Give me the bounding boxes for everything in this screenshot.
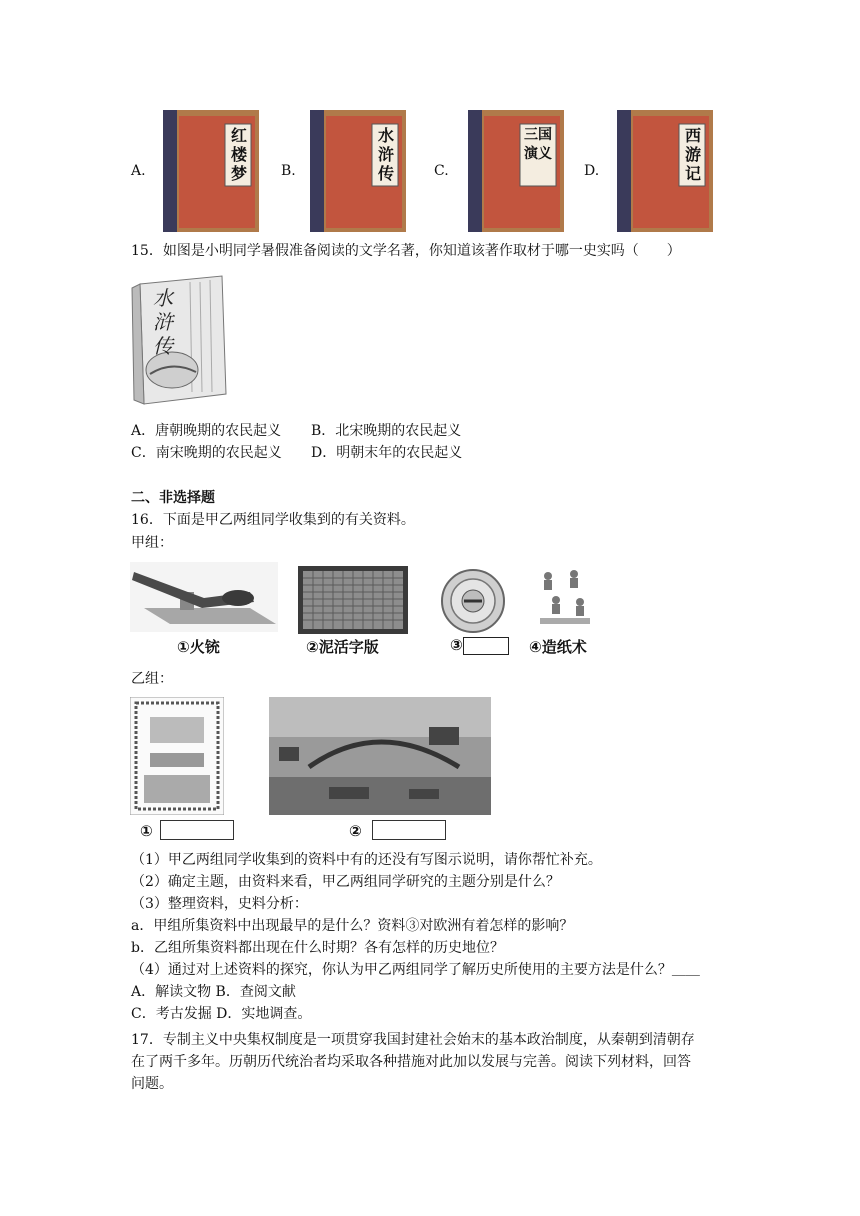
image-qingming-scroll	[269, 697, 491, 815]
book-title-char: 记	[684, 164, 701, 183]
q15-stem: 15．如图是小明同学暑假准备阅读的文学名著，你知道该著作取材于哪一史实吗（ ）	[131, 243, 681, 259]
image-papermaking	[536, 566, 594, 632]
book-cover-hongloumeng	[163, 110, 259, 232]
book-title-char: 楼	[230, 145, 247, 164]
blank-answer-box[interactable]	[463, 637, 509, 655]
q17-line-2: 在了两千多年。历朝历代统治者均采取各种措施对此加以发展与完善。阅读下列材料，回答	[131, 1054, 691, 1070]
book-title-char: 浒	[377, 145, 394, 164]
book-cover-shuihuzhuan	[310, 110, 406, 232]
q16-stem: 16．下面是甲乙两组同学收集到的有关资料。	[131, 512, 415, 528]
book-title-char: 传	[377, 164, 394, 183]
q16-sub-1: （1）甲乙两组同学收集到的资料中有的还没有写图示说明，请你帮忙补充。	[131, 852, 602, 868]
q16-option-cd[interactable]: C．考古发掘 D．实地调查。	[131, 1006, 312, 1022]
q16-sub-4: （4）通过对上述资料的探究，你认为甲乙两组同学了解历史所使用的主要方法是什么？＿＿	[131, 962, 700, 978]
caption-huochong: ①火铳	[177, 638, 220, 656]
q16-sub-2: （2）确定主题，由资料来看，甲乙两组同学研究的主题分别是什么？	[131, 874, 560, 890]
q16-sub-3a: a．甲组所集资料中出现最早的是什么？资料③对欧洲有着怎样的影响？	[131, 918, 574, 934]
q16-option-ab[interactable]: A．解读文物 B．查阅文献	[131, 984, 296, 1000]
q17-line-1: 17．专制主义中央集权制度是一项贯穿我国封建社会始末的基本政治制度，从秦朝到清朝存	[131, 1032, 695, 1048]
q16-sub-3: （3）整理资料，史料分析：	[131, 896, 308, 912]
image-jiaozi	[130, 697, 224, 815]
q15-option-d[interactable]: D．明朝末年的农民起义	[311, 445, 463, 461]
q15-option-b[interactable]: B．北宋晚期的农民起义	[311, 423, 462, 439]
caption-item3	[450, 636, 509, 655]
caption-group-b-1: ①	[140, 822, 153, 840]
book-title-char: 水	[377, 126, 394, 145]
image-nihuozi-ban	[298, 566, 408, 634]
book-title-char: 西	[684, 126, 701, 145]
group-a-label: 甲组：	[131, 535, 173, 551]
blank-answer-box[interactable]	[372, 820, 446, 840]
q16-sub-3b: b．乙组所集资料都出现在什么时期？各有怎样的历史地位？	[131, 940, 504, 956]
blank-answer-box[interactable]	[160, 820, 234, 840]
option-letter-a[interactable]: A.	[131, 163, 146, 179]
book-cover-sanguoyanyi	[468, 110, 564, 232]
option-letter-b[interactable]: B.	[281, 163, 296, 179]
image-huochong	[130, 562, 278, 632]
option-letter-c[interactable]: C.	[434, 163, 449, 179]
book-cover-xiyouji	[617, 110, 713, 232]
group-b-label: 乙组：	[131, 671, 173, 687]
option-letter-d[interactable]: D.	[584, 163, 600, 179]
caption-papermaking: ④造纸术	[529, 638, 587, 656]
caption-number: ③	[450, 636, 463, 654]
book-title-char: 游	[684, 145, 701, 164]
book-image-shuihuzhuan	[130, 272, 230, 407]
q17-line-3: 问题。	[131, 1076, 173, 1092]
book-title-char: 三国	[524, 127, 552, 143]
caption-nihuozi: ②泥活字版	[306, 638, 379, 656]
q15-option-c[interactable]: C．南宋晚期的农民起义	[131, 445, 282, 461]
book-title-char: 红	[230, 126, 247, 145]
section-heading: 二、非选择题	[131, 490, 215, 506]
q15-option-a[interactable]: A．唐朝晚期的农民起义	[131, 423, 282, 439]
book-title-char: 梦	[230, 164, 247, 183]
cover-title: 水浒传	[153, 286, 173, 358]
image-compass	[440, 568, 506, 634]
book-title-char: 演义	[524, 146, 552, 162]
caption-group-b-2: ②	[349, 822, 362, 840]
